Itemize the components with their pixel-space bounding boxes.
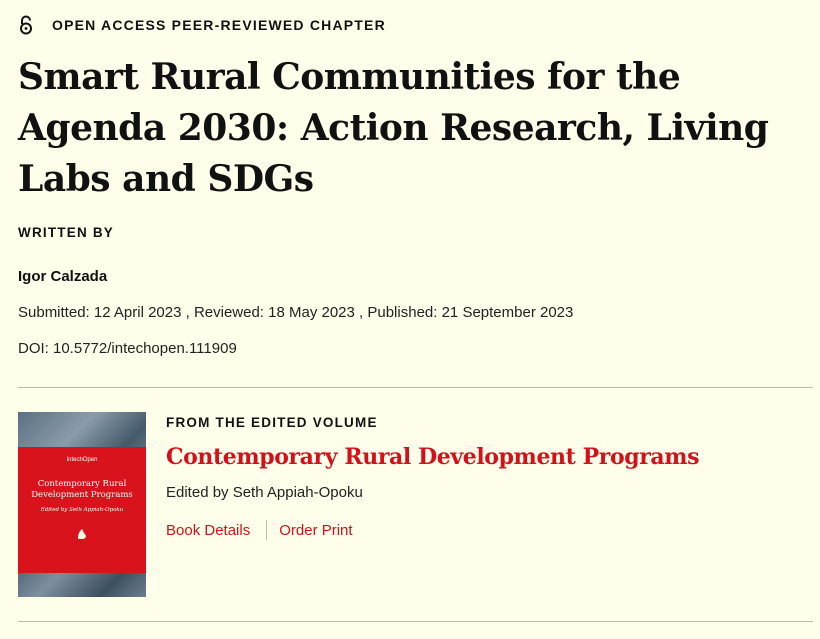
divider — [18, 621, 813, 622]
divider — [18, 387, 813, 388]
access-badge — [18, 14, 386, 36]
open-lock-icon — [18, 15, 34, 35]
volume-links — [166, 520, 353, 540]
order-print-link[interactable]: Order Print — [279, 521, 353, 539]
book-cover-panel — [18, 447, 146, 573]
edited-volume-label: FROM THE EDITED VOLUME — [166, 415, 378, 430]
doi: DOI: 10.5772/intechopen.111909 — [18, 340, 237, 357]
access-badge-label: OPEN ACCESS PEER-REVIEWED CHAPTER — [52, 17, 386, 33]
publisher-logo-icon — [75, 527, 89, 541]
publication-dates: Submitted: 12 April 2023 , Reviewed: 18 May 2023 , Published: 21 September 2023 — [18, 304, 574, 321]
book-details-link[interactable]: Book Details — [166, 521, 251, 539]
volume-title-link[interactable]: Contemporary Rural Development Programs — [166, 444, 700, 470]
cover-editor: Edited by Seth Appiah-Opoku — [40, 507, 124, 513]
link-separator — [266, 520, 267, 540]
cover-title: Contemporary Rural Development Programs — [31, 479, 133, 500]
volume-editor: Edited by Seth Appiah-Opoku — [166, 484, 363, 501]
chapter-title: Smart Rural Communities for the Agenda 2030: Action Research, Living Labs and SDGs — [18, 56, 769, 200]
author-name[interactable]: Igor Calzada — [18, 268, 108, 285]
written-by-label: WRITTEN BY — [18, 225, 114, 240]
book-cover[interactable] — [18, 412, 146, 597]
cover-publisher: IntechOpen — [66, 457, 98, 463]
